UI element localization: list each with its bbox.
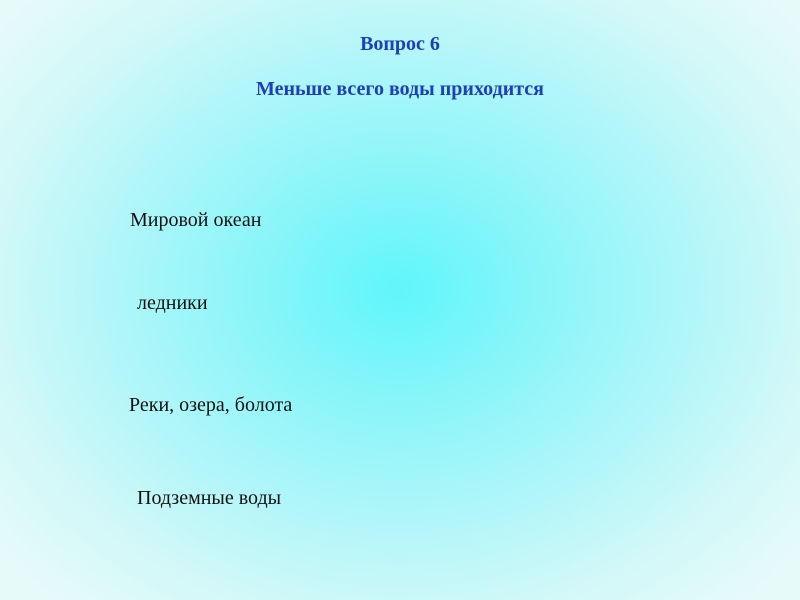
answer-option-groundwater[interactable]: Подземные воды (137, 487, 282, 509)
answer-option-glaciers[interactable]: ледники (137, 292, 208, 314)
answer-option-rivers-lakes-swamps[interactable]: Реки, озера, болота (129, 394, 293, 416)
answer-option-world-ocean[interactable]: Мировой океан (130, 209, 262, 231)
question-number: Вопрос 6 (360, 33, 440, 55)
question-text: Меньше всего воды приходится (255, 78, 545, 100)
